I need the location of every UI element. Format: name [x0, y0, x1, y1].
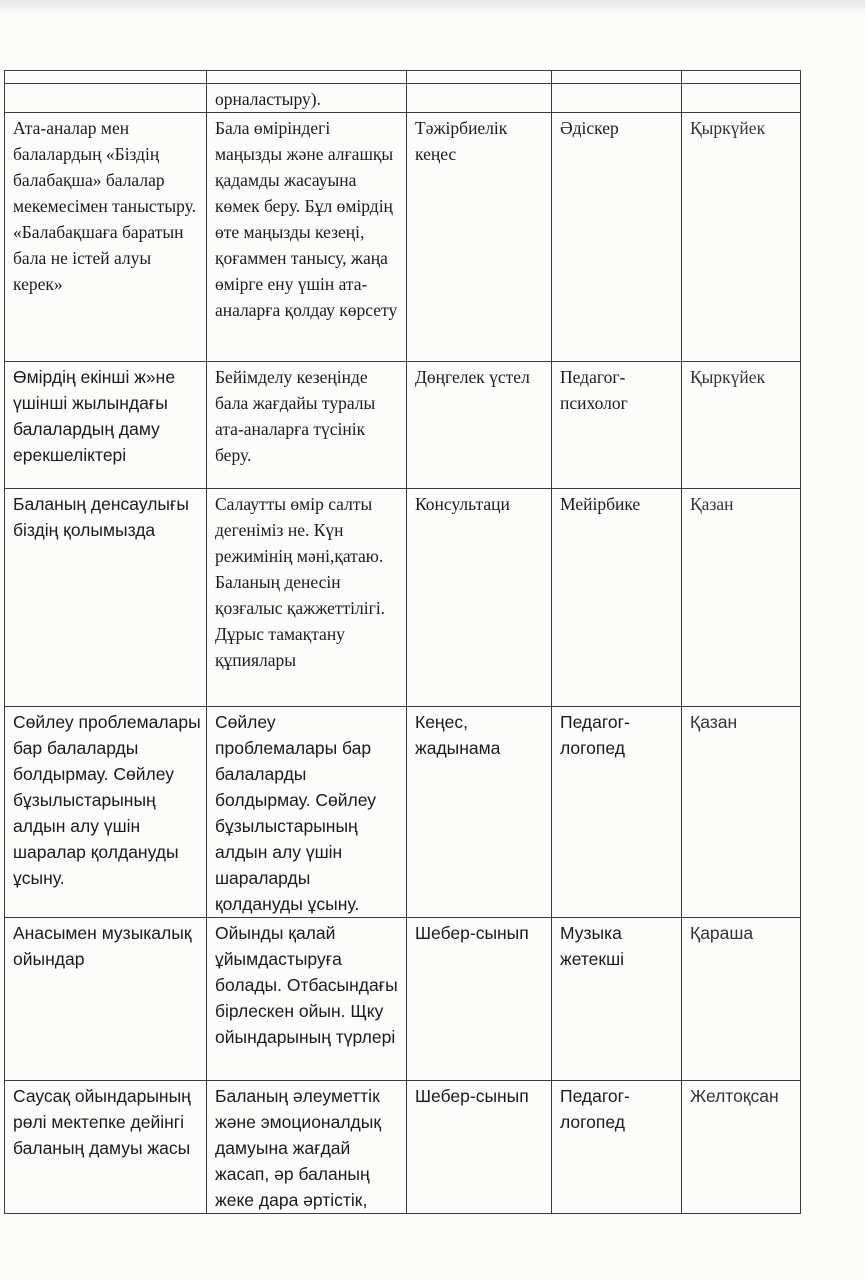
form-cell: Тәжірбиелік кеңес: [407, 113, 552, 362]
table-row: [5, 1081, 801, 1214]
content-cell: Бала өміріндегі маңызды және алғашқы қадамды жасауына көмек беру. Бұл өмірдің өте маңызды кезеңі, қоғаммен танысу, жаңа өмірге ену үшін ата-аналарға қолдау көрсету: [207, 113, 407, 362]
responsible-cell: Педагог-логопед: [552, 707, 682, 918]
month-cell: Желтоқсан: [682, 1081, 801, 1214]
topic-cell: Саусақ ойындарының рөлі мектепке дейінгі баланың дамуы жасы: [5, 1081, 207, 1214]
month-cell: Қазан: [682, 707, 801, 918]
responsible-cell: Музыка жетекші: [552, 918, 682, 1081]
responsible-cell: Педагог-психолог: [552, 362, 682, 489]
responsible-cell: Педагог-логопед: [552, 1081, 682, 1214]
content-cell: Баланың әлеуметтік және эмоционалдық дамуына жағдай жасап, әр баланың жеке дара әртістік,: [207, 1081, 407, 1214]
content-cell: Сөйлеу проблемалары бар балаларды болдырмау. Сөйлеу бұзылыстарының алдын алу үшін шараларды қолдануды ұсыну.: [207, 707, 407, 918]
content-cell: Бейімделу кезеңінде бала жағдайы туралы ата-аналарға түсінік беру.: [207, 362, 407, 489]
form-cell: Дөңгелек үстел: [407, 362, 552, 489]
empty-cell: [552, 71, 682, 84]
month-cell: Қазан: [682, 489, 801, 707]
responsible-cell: Мейірбике: [552, 489, 682, 707]
content-cell: Ойынды қалай ұйымдастыруға болады. Отбасындағы бірлескен ойын. Щку ойындарының түрлері: [207, 918, 407, 1081]
table-row-continuation: [5, 84, 801, 113]
month-cell: Қыркүйек: [682, 113, 801, 362]
topic-cell: Өмірдің екінші ж»не үшінші жылындағы балалардың даму ерекшеліктері: [5, 362, 207, 489]
responsible-cell: Әдіскер: [552, 113, 682, 362]
table-row: [5, 707, 801, 918]
content-cell: Салаутты өмір салты дегеніміз не. Күн режимінің мәні,қатаю. Баланың денесін қозғалыс қажжеттілігі. Дұрыс тамақтану құпиялары: [207, 489, 407, 707]
scan-edge-shadow: [0, 0, 865, 14]
table-top-border-row: [5, 71, 801, 84]
empty-cell: [5, 71, 207, 84]
topic-cell: Баланың денсаулығы біздің қолымызда: [5, 489, 207, 707]
parent-work-plan-table: [4, 70, 801, 1214]
empty-cell: [552, 84, 682, 113]
month-cell: Қыркүйек: [682, 362, 801, 489]
topic-cell: Сөйлеу проблемалары бар балаларды болдырмау. Сөйлеу бұзылыстарының алдын алу үшін шаралар қолдануды ұсыну.: [5, 707, 207, 918]
empty-cell: [5, 84, 207, 113]
continuation-text: орналастыру).: [207, 84, 407, 113]
table-row: [5, 113, 801, 362]
form-cell: Кеңес, жадынама: [407, 707, 552, 918]
table-row: [5, 489, 801, 707]
form-cell: Шебер-сынып: [407, 1081, 552, 1214]
table-row: [5, 918, 801, 1081]
empty-cell: [682, 84, 801, 113]
empty-cell: [682, 71, 801, 84]
topic-cell: Ата-аналар мен балалардың «Біздің балабақша» балалар мекемесімен таныстыру. «Балабақшаға баратын бала не істей алуы керек»: [5, 113, 207, 362]
table-row: [5, 362, 801, 489]
month-cell: Қараша: [682, 918, 801, 1081]
empty-cell: [407, 84, 552, 113]
topic-cell: Анасымен музыкалық ойындар: [5, 918, 207, 1081]
empty-cell: [407, 71, 552, 84]
form-cell: Консультаци: [407, 489, 552, 707]
empty-cell: [207, 71, 407, 84]
form-cell: Шебер-сынып: [407, 918, 552, 1081]
